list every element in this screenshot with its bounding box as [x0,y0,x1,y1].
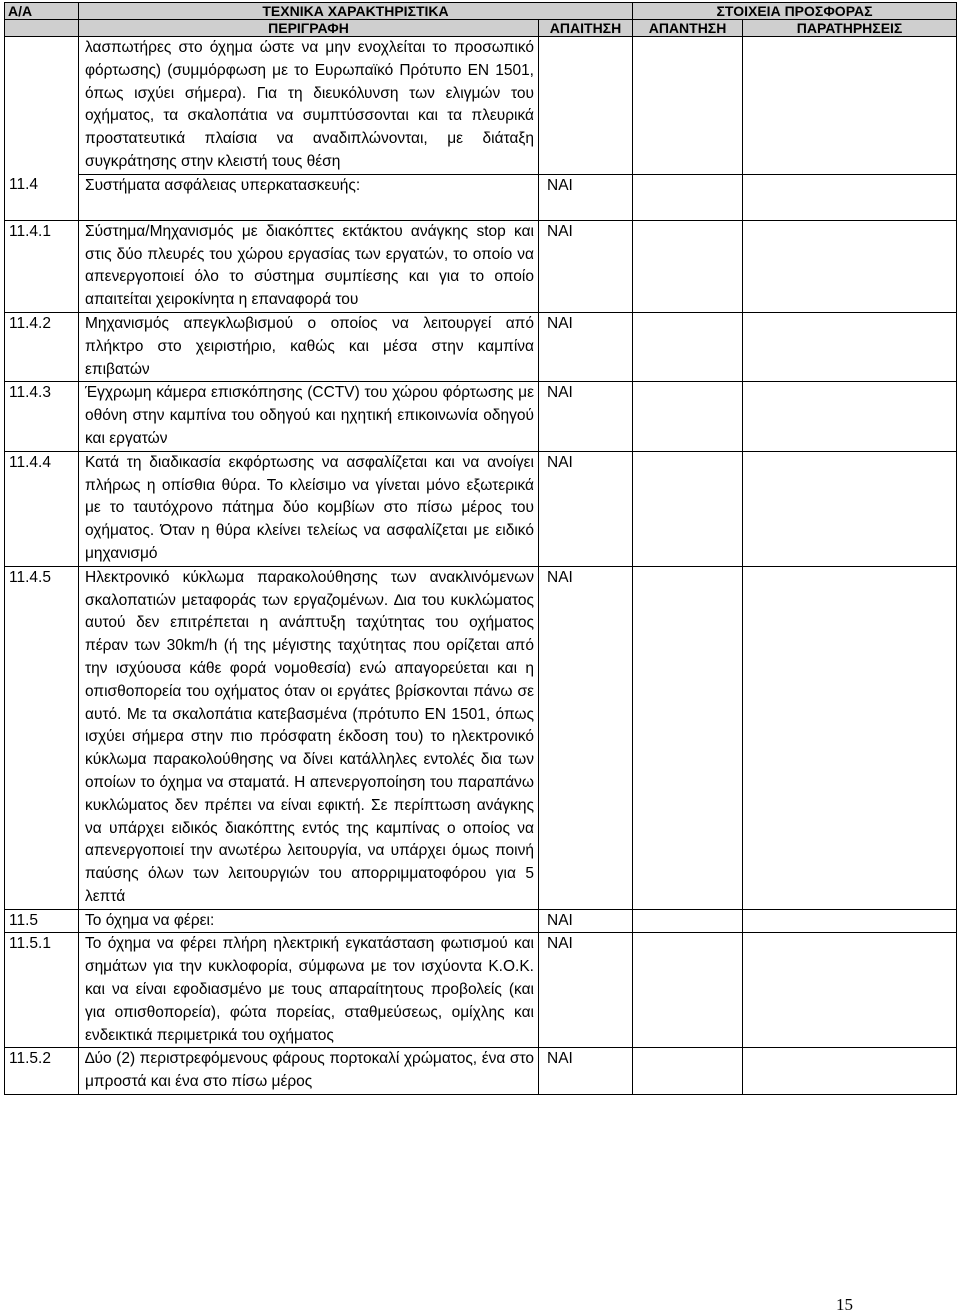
header-answer: ΑΠΑΝΤΗΣΗ [633,20,743,37]
row-description: Συστήματα ασφάλειας υπερκατασκευής: [79,174,539,220]
row-number: 11.4.5 [5,566,79,909]
row-requirement: ΝΑΙ [539,220,633,312]
header-remarks: ΠΑΡΑΤΗΡΗΣΕΙΣ [743,20,957,37]
table-row [5,174,957,220]
table-row [5,909,957,933]
row-description: Κατά τη διαδικασία εκφόρτωσης να ασφαλίζεται και να ανοίγει πλήρως η οπίσθια θύρα. Το κλείσιμο να γίνεται μόνο εξωτερικά με το ταυτόχρονο πάτημα δύο κομβίων στο πίσω μέρος του οχήματος. Όταν η θύρα κλείνει τελείως να ασφαλίζεται με ειδικό μηχανισμό [79,451,539,566]
row-remarks [743,174,957,220]
table-row [5,382,957,451]
row-number: 11.5.2 [5,1048,79,1095]
row-remarks [743,382,957,451]
header-row-2 [5,20,957,37]
row-answer [633,933,743,1048]
row-description: Το όχημα να φέρει πλήρη ηλεκτρική εγκατάσταση φωτισμού και σημάτων για την κυκλοφορία, σύμφωνα με τον ισχύοντα Κ.Ο.Κ. και να είναι εφοδιασμένο με τους απαραίτητους προβολείς (και για οπισθοπορεία), φώτα πορείας, σταθμεύσεως, ομίχλης και ενδεικτικά περιμετρικά του οχήματος [79,933,539,1048]
header-description: ΠΕΡΙΓΡΑΦΗ [79,20,539,37]
row-requirement: ΝΑΙ [539,566,633,909]
row-requirement: ΝΑΙ [539,451,633,566]
row-description: Σύστημα/Μηχανισμός με διακόπτες εκτάκτου ανάγκης stop και στις δύο πλευρές του χώρου εργασίας των εργατών, το οποίο να απενεργοποιεί όλο το σύστημα συμπίεσης και για το οποίο απαιτείται χειροκίνητα η επαναφορά του [79,220,539,312]
row-number: 11.4.4 [5,451,79,566]
table-row [5,451,957,566]
row-remarks [743,909,957,933]
row-answer [633,566,743,909]
row-remarks [743,37,957,175]
row-requirement: ΝΑΙ [539,933,633,1048]
table-row [5,220,957,312]
spec-sheet [4,2,956,1095]
row-remarks [743,1048,957,1095]
row-description: Ηλεκτρονικό κύκλωμα παρακολούθησης των ανακλινόμενων σκαλοπατιών μεταφοράς των εργαζομένων. ∆ια του κυκλώματος αυτού δεν επιτρέπεται η ανάπτυξη ταχύτητας του οχήματος πέραν των 30km/h (ή της μέγιστης ταχύτητας που ορίζεται από την ισχύουσα κάθε φορά νομοθεσία) ενώ απαγορεύεται και η οπισθοπορεία του οχήματος όταν οι εργάτες βρίσκονται πάνω σε αυτό. Με τα σκαλοπάτια κατεβασμένα (πρότυπο ΕΝ 1501, όπως ισχύει σήμερα στην πιο πρόσφατη έκδοση του) το ηλεκτρονικό κύκλωμα παρακολούθησης να δίνει κατάλληλες εντολές δια των οποίων το όχημα να σταματά. Η απενεργοποίηση του παραπάνω κυκλώματος δεν πρέπει να είναι εφικτή. Σε περίπτωση ανάγκης να υπάρχει ειδικός διακόπτης εντός της καμπίνας ο οποίος να απενεργοποιεί την ανωτέρω λειτουργία, να υπάρχει όμως ποινή παύσης όλων των λειτουργιών του απορριμματοφόρου για 5 λεπτά [79,566,539,909]
header-technical-specs: ΤΕΧΝΙΚΑ ΧΑΡΑΚΤΗΡΙΣΤΙΚΑ [79,3,633,20]
row-requirement: ΝΑΙ [539,1048,633,1095]
row-answer [633,174,743,220]
row-number: 11.5.1 [5,933,79,1048]
row-requirement: ΝΑΙ [539,312,633,381]
row-description: Μηχανισμός απεγκλωβισμού ο οποίος να λειτουργεί από πλήκτρο στο χειριστήριο, καθώς και μέσα στην καμπίνα επιβατών [79,312,539,381]
row-description: Το όχημα να φέρει: [79,909,539,933]
row-requirement: ΝΑΙ [539,909,633,933]
row-answer [633,382,743,451]
row-number: 11.4.2 [5,312,79,381]
row-number: 11.4 [5,174,79,220]
row-description: λασπωτήρες στο όχημα ώστε να μην ενοχλείται το προσωπικό φόρτωσης) (συμμόρφωση με το Ευρωπαϊκό Πρότυπο ΕΝ 1501, όπως ισχύει σήμερα). Για τη διευκόλυνση των ελιγμών του οχήματος, τα σκαλοπάτια να συμπτύσσονται και τα πλευρικά προστατευτικά πλαίσια να αναδιπλώνονται, με διάταξη συγκράτησης στην κλειστή τους θέση [79,37,539,175]
table-row [5,933,957,1048]
row-answer [633,312,743,381]
table-row [5,566,957,909]
specs-table [4,2,957,1095]
header-aa: Α/Α [5,3,79,20]
page-number: 15 [836,1295,853,1314]
header-blank [5,20,79,37]
row-answer [633,37,743,175]
row-requirement [539,37,633,175]
row-description: Έγχρωμη κάμερα επισκόπησης (CCTV) του χώρου φόρτωσης με οθόνη στην καμπίνα του οδηγού και ηχητική επικοινωνία οδηγού και εργατών [79,382,539,451]
row-remarks [743,566,957,909]
row-number: 11.4.1 [5,220,79,312]
row-number: 11.4.3 [5,382,79,451]
row-answer [633,1048,743,1095]
table-row [5,1048,957,1095]
row-answer [633,220,743,312]
row-remarks [743,933,957,1048]
header-row-1 [5,3,957,20]
row-description: ∆ύο (2) περιστρεφόμενους φάρους πορτοκαλί χρώματος, ένα στο μπροστά και ένα στο πίσω μέρος [79,1048,539,1095]
row-remarks [743,451,957,566]
header-requirement: ΑΠΑΙΤΗΣΗ [539,20,633,37]
table-row [5,312,957,381]
header-offer-details: ΣΤΟΙΧΕΙΑ ΠΡΟΣΦΟΡΑΣ [633,3,957,20]
table-row [5,37,957,175]
row-answer [633,451,743,566]
row-requirement: ΝΑΙ [539,382,633,451]
row-remarks [743,312,957,381]
row-number [5,37,79,175]
row-requirement: ΝΑΙ [539,174,633,220]
row-remarks [743,220,957,312]
row-answer [633,909,743,933]
row-number: 11.5 [5,909,79,933]
